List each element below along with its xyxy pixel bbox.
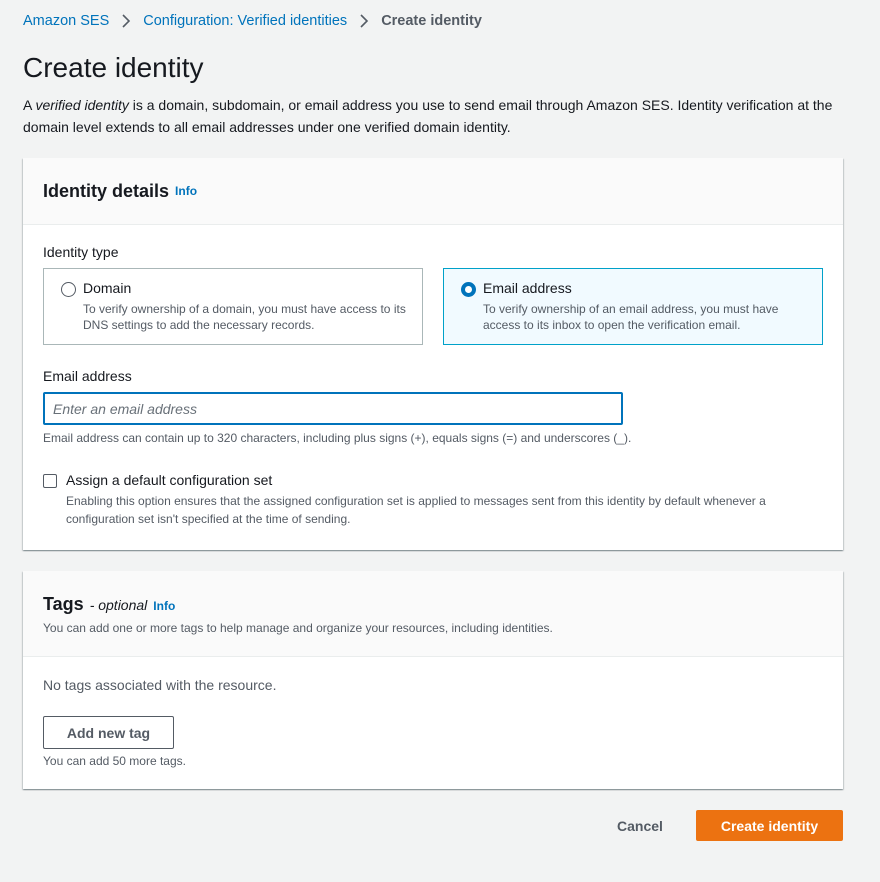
email-address-label: Email address [43,368,132,384]
identity-type-label: Identity type [43,244,119,260]
default-config-set-label: Assign a default configuration set [66,472,273,488]
page-title: Create identity [23,52,204,83]
default-config-set-checkbox[interactable] [43,474,57,488]
create-identity-button[interactable]: Create identity [696,810,843,841]
intro-suffix: is a domain, subdomain, or email address you use to send email through Amazon SES. Identity verification at the domain level extends to all email addresses under one verified domain identity. [23,97,833,135]
breadcrumb-link-amazon-ses[interactable]: Amazon SES [23,13,110,29]
email-option-title: Email address [483,280,572,296]
domain-option-description: To verify ownership of a domain, you must have access to its DNS settings to add the necessary records. [83,302,406,332]
cancel-button[interactable]: Cancel [617,817,663,834]
page-intro [23,94,843,138]
identity-type-domain-tile[interactable] [43,268,423,345]
identity-details-header [23,158,843,225]
tags-panel [23,571,843,789]
identity-details-title: Identity details [43,180,170,201]
chevron-right-icon [359,14,369,28]
identity-details-panel [23,158,843,550]
breadcrumb [23,11,482,31]
tags-title-row [43,594,175,615]
email-address-hint: Email address can contain up to 320 characters, including plus signs (+), equals signs (=) and underscores (_). [43,431,632,445]
tags-remaining-hint: You can add 50 more tags. [43,754,186,768]
domain-option-title: Domain [83,280,132,296]
intro-prefix: A [23,97,36,113]
identity-details-info-link[interactable]: Info [175,184,198,198]
intro-emphasis: verified identity [35,97,129,113]
no-tags-message: No tags associated with the resource. [43,677,277,693]
breadcrumb-link-verified-identities[interactable]: Configuration: Verified identities [143,13,348,29]
identity-type-email-tile[interactable] [443,268,823,345]
email-address-radio[interactable] [461,282,476,297]
default-config-set-description: Enabling this option ensures that the assigned configuration set is applied to messages sent from this identity by default whenever a configuration set isn't specified at the time of sending. [66,494,766,526]
tags-header [23,571,843,657]
tags-info-link[interactable]: Info [153,599,176,613]
breadcrumb-current: Create identity [381,13,482,29]
tags-optional-label: - optional [89,597,148,613]
add-new-tag-button[interactable]: Add new tag [43,716,174,749]
tags-description: You can add one or more tags to help manage and organize your resources, including identities. [43,621,553,635]
email-option-description: To verify ownership of an email address, you must have access to its inbox to open the verification email. [483,302,779,332]
tags-title: Tags [43,594,84,614]
domain-radio[interactable] [61,282,76,297]
chevron-right-icon [121,14,131,28]
email-address-input[interactable] [43,392,623,425]
